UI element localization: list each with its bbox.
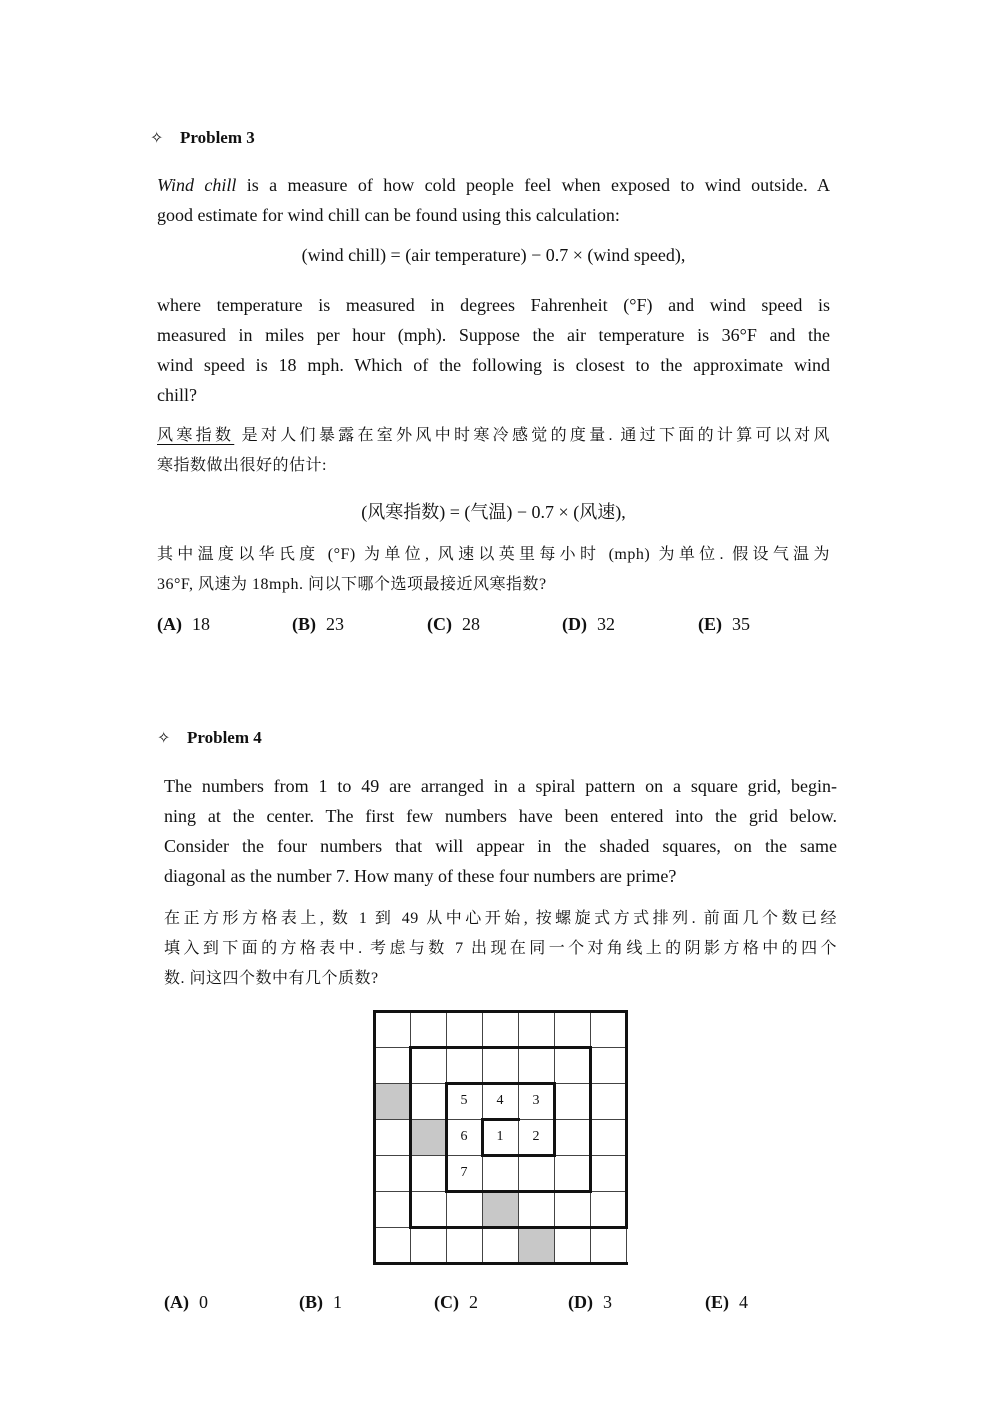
problem-3-line: measured in miles per hour (mph). Suppose the air temperature is 36°F and the (157, 325, 830, 345)
wind-chill-term: Wind chill (157, 175, 237, 195)
problem-4-zh-line: 在正方形方格表上, 数 1 到 49 从中心开始, 按螺旋式方式排列. 前面几个数已经 (164, 910, 837, 927)
shaded-cell (374, 1083, 410, 1119)
choice-b[interactable]: (B) 1 (299, 1292, 342, 1312)
spiral-border (589, 1046, 592, 1193)
grid-cell-number: 4 (496, 1093, 504, 1108)
problem-4-line: Consider the four numbers that will appear in the shaded squares, on the same (164, 836, 837, 856)
spiral-border (373, 1010, 628, 1013)
wind-chill-formula: (wind chill) = (air temperature) − 0.7 × (wind speed), (301, 245, 686, 265)
grid-cell-number: 7 (460, 1165, 468, 1180)
shaded-cell (482, 1191, 518, 1227)
grid-cell-number: 2 (532, 1129, 540, 1144)
problem-3-chinese (157, 421, 830, 481)
problem-4-line: diagonal as the number 7. How many of these four numbers are prime? (164, 866, 677, 886)
choice-e[interactable]: (E) 4 (705, 1292, 748, 1312)
grid-cell-number: 1 (496, 1129, 504, 1144)
spiral-border (445, 1082, 448, 1193)
problem-3-zh-line: 风寒指数 是对人们暴露在室外风中时寒冷感觉的度量. 通过下面的计算可以对风 (157, 427, 830, 444)
wind-chill-formula-zh: (风寒指数) = (气温) − 0.7 × (风速), (361, 502, 626, 522)
grid-cell-number: 3 (532, 1093, 540, 1108)
spiral-border (481, 1154, 556, 1157)
problem-3-heading (150, 128, 255, 148)
spiral-border (409, 1046, 412, 1229)
problem-4-choices (164, 1292, 837, 1316)
spiral-border (553, 1082, 556, 1157)
spiral-border (373, 1262, 628, 1265)
problem-4-title: Problem 4 (187, 728, 262, 747)
choice-c[interactable]: (C) 28 (427, 614, 480, 634)
spiral-border (409, 1046, 592, 1049)
spiral-border (481, 1118, 520, 1121)
choice-d[interactable]: (D) 3 (568, 1292, 612, 1312)
wind-chill-term-zh: 风寒指数 (157, 427, 235, 444)
shaded-cell (518, 1227, 554, 1263)
problem-4-line: ning at the center. The first few numbers have been entered into the grid below. (164, 806, 837, 826)
problem-3-line: wind speed is 18 mph. Which of the following is closest to the approximate wind (157, 355, 830, 375)
problem-4-heading (157, 728, 262, 748)
spiral-border (625, 1010, 628, 1229)
problem-4-line: The numbers from 1 to 49 are arranged in a spiral pattern on a square grid, begin- (164, 776, 837, 796)
grid-cell-number: 5 (460, 1093, 468, 1108)
problem-3-zh-line: 36°F, 风速为 18mph. 问以下哪个选项最接近风寒指数? (157, 576, 547, 593)
problem-4-zh-line: 填入到下面的方格表中. 考虑与数 7 出现在同一个对角线上的阴影方格中的四个 (164, 940, 837, 957)
problem-3-choices (157, 614, 830, 638)
problem-4-zh-line: 数. 问这四个数中有几个质数? (164, 970, 379, 987)
grid-cell-number: 6 (460, 1129, 468, 1144)
problem-4-statement (164, 771, 837, 891)
problem-3-line: where temperature is measured in degrees Fahrenheit (°F) and wind speed is (157, 295, 830, 315)
problem-3-title: Problem 3 (180, 128, 255, 147)
spiral-border (445, 1190, 592, 1193)
spiral-grid (374, 1011, 626, 1263)
spiral-border (409, 1226, 628, 1229)
shaded-cell (410, 1119, 446, 1155)
choice-a[interactable]: (A) 0 (164, 1292, 208, 1312)
choice-b[interactable]: (B) 23 (292, 614, 344, 634)
diamond-icon: ✧ (150, 130, 164, 147)
problem-3-zh-line: 寒指数做出很好的估计: (157, 457, 327, 474)
problem-4-chinese (164, 904, 837, 994)
diamond-icon: ✧ (157, 730, 171, 747)
choice-e[interactable]: (E) 35 (698, 614, 750, 634)
choice-d[interactable]: (D) 32 (562, 614, 615, 634)
choice-c[interactable]: (C) 2 (434, 1292, 478, 1312)
problem-3-line: Wind chill is a measure of how cold people feel when exposed to wind outside. A (157, 175, 830, 195)
problem-3-line: chill? (157, 385, 197, 405)
problem-3-line: good estimate for wind chill can be found using this calculation: (157, 205, 620, 225)
problem-3-zh-line: 其中温度以华氏度 (°F) 为单位, 风速以英里每小时 (mph) 为单位. 假设气温为 (157, 546, 830, 563)
spiral-border (481, 1118, 484, 1157)
problem-3-statement (157, 170, 830, 230)
problem-3-chinese-body (157, 540, 830, 600)
spiral-border (445, 1082, 556, 1085)
choice-a[interactable]: (A) 18 (157, 614, 210, 634)
problem-3-body (157, 290, 830, 410)
spiral-border (373, 1010, 376, 1265)
